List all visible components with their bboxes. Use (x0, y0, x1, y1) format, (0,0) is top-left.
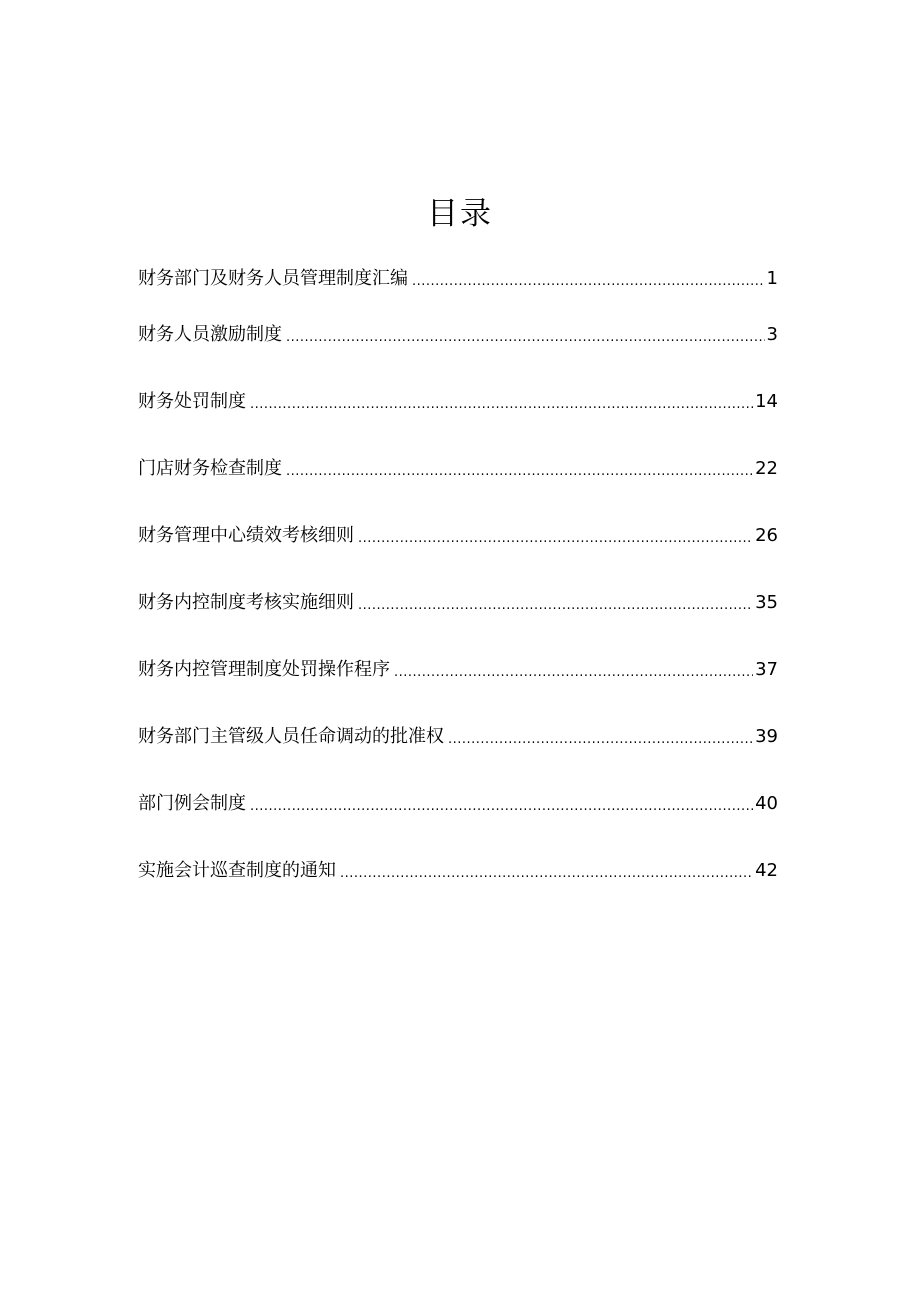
table-of-contents (138, 262, 778, 899)
toc-entry[interactable] (138, 832, 778, 899)
toc-entry-label: 财务人员激励制度 (138, 324, 282, 345)
toc-entry[interactable] (138, 262, 778, 296)
toc-entry[interactable] (138, 296, 778, 363)
toc-entry-page: 3 (766, 324, 778, 345)
toc-entry-label: 财务管理中心绩效考核细则 (138, 525, 354, 546)
toc-entry[interactable] (138, 698, 778, 765)
toc-entry-page: 14 (755, 391, 778, 412)
toc-entry-label: 实施会计巡查制度的通知 (138, 860, 336, 881)
toc-entry[interactable] (138, 363, 778, 430)
toc-entry-label: 财务内控制度考核实施细则 (138, 592, 354, 613)
toc-entry-page: 42 (755, 860, 778, 881)
toc-entry-label: 门店财务检查制度 (138, 458, 282, 479)
toc-entry-page: 35 (755, 592, 778, 613)
toc-dot-leader (412, 272, 765, 292)
toc-entry[interactable] (138, 765, 778, 832)
toc-entry-page: 39 (755, 726, 778, 747)
toc-entry-label: 财务处罚制度 (138, 391, 246, 412)
toc-entry[interactable] (138, 564, 778, 631)
toc-entry[interactable] (138, 430, 778, 497)
toc-dot-leader (394, 663, 753, 683)
toc-entry-page: 1 (766, 268, 778, 289)
toc-entry[interactable] (138, 497, 778, 564)
toc-entry-label: 财务部门及财务人员管理制度汇编 (138, 268, 408, 289)
toc-entry-page: 37 (755, 659, 778, 680)
toc-dot-leader (340, 864, 753, 884)
toc-entry-page: 40 (755, 793, 778, 814)
toc-dot-leader (286, 328, 765, 348)
toc-dot-leader (358, 596, 753, 616)
toc-dot-leader (250, 395, 753, 415)
toc-entry-page: 22 (755, 458, 778, 479)
toc-dot-leader (448, 730, 753, 750)
toc-entry-label: 财务内控管理制度处罚操作程序 (138, 659, 390, 680)
toc-title: 目录 (427, 196, 493, 232)
toc-dot-leader (286, 462, 753, 482)
toc-dot-leader (250, 797, 753, 817)
toc-dot-leader (358, 529, 753, 549)
toc-entry-label: 财务部门主管级人员任命调动的批准权 (138, 726, 444, 747)
toc-entry-label: 部门例会制度 (138, 793, 246, 814)
toc-entry-page: 26 (755, 525, 778, 546)
toc-entry[interactable] (138, 631, 778, 698)
